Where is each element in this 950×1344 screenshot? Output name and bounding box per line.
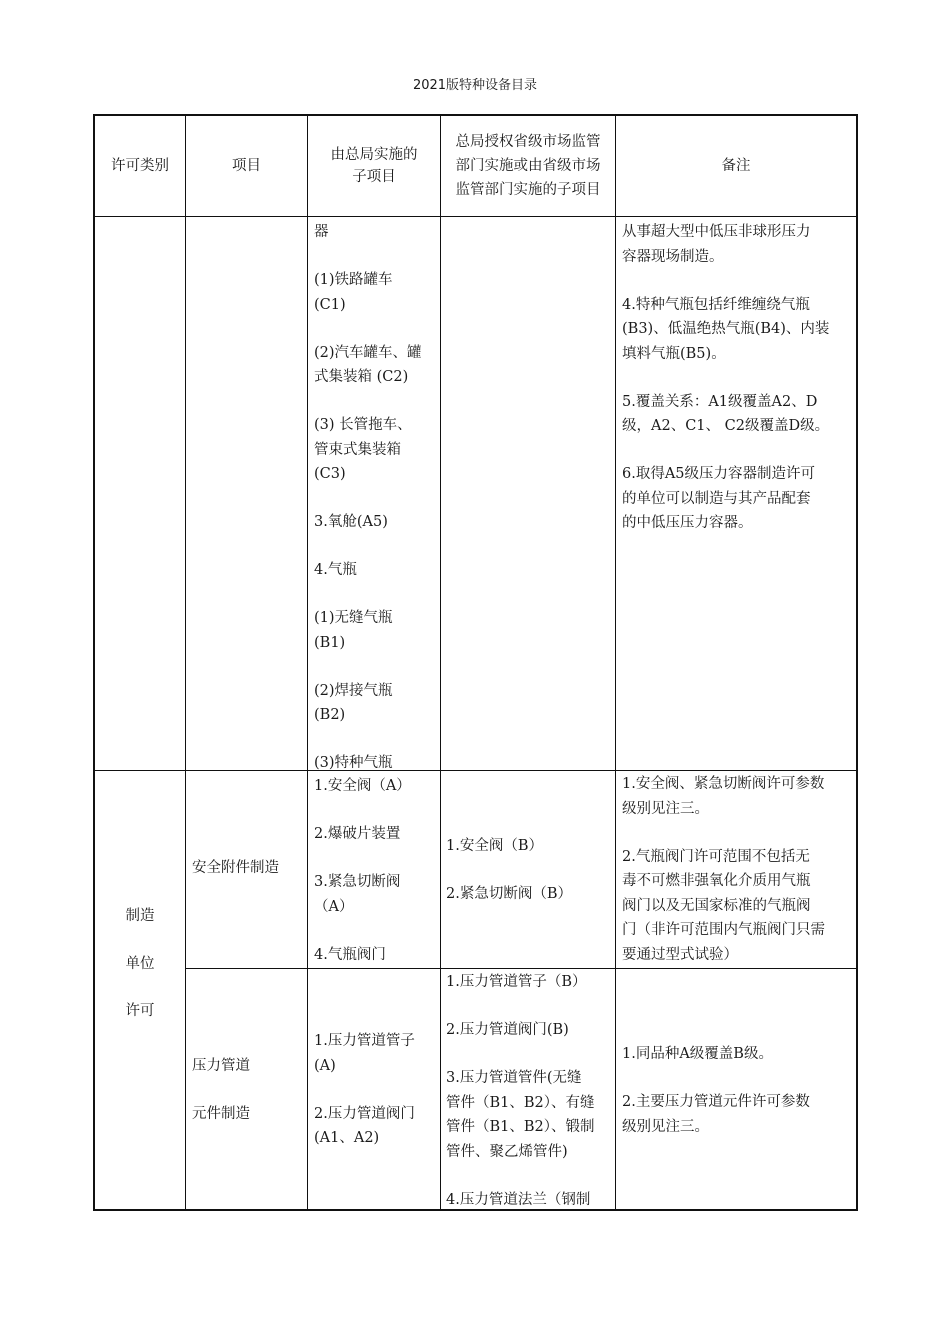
row2-notes-cell (622, 772, 856, 967)
col-divider-1 (185, 114, 186, 1211)
header-hq-sub: 由总局实施的子项目 (330, 147, 418, 185)
list-item: 2.爆破片装置 (314, 826, 401, 842)
row2-hq-sub-cell (314, 774, 439, 967)
header-prov-sub: 总局授权省级市场监管部门实施或由省级市场监管部门实施的子项目 (455, 134, 601, 198)
equipment-catalog-table (93, 114, 858, 1211)
row3-notes-cell (622, 1042, 856, 1139)
list-item: 3.氧舱(A5) (314, 514, 388, 530)
list-item: 1.压力管道管子（B） (446, 974, 587, 990)
row2-item-cell (192, 856, 306, 881)
item-label: 压力管道 (192, 1058, 250, 1074)
note-item: 2.主要压力管道元件许可参数 级别见注三。 (622, 1094, 810, 1135)
row2-prov-sub-cell (446, 834, 614, 907)
list-item: (3) 长管拖车、 管束式集装箱 (C3) (314, 417, 412, 482)
list-item: 1.压力管道管子 (A) (314, 1033, 415, 1074)
document-title: 2021版特种设备目录 (412, 78, 538, 93)
table-border-right (856, 114, 858, 1211)
list-item: 4.压力管道法兰（钢制 (446, 1191, 591, 1208)
col-divider-4 (615, 114, 616, 1211)
header-category: 许可类别 (111, 158, 169, 174)
list-item: 器 (314, 224, 329, 240)
note-item: 5.覆盖关系：A1级覆盖A2、D 级，A2、C1、 C2级覆盖D级。 (622, 393, 830, 434)
row1-notes-cell (622, 220, 854, 536)
note-item: 4.特种气瓶包括纤维缠绕气瓶 (B3)、低温绝热气瓶(B4)、内装 填料气瓶(B5)。 (622, 296, 830, 362)
list-item: 3.压力管道管件(无缝 管件（B1、B2）、有缝 管件（B1、B2）、锻制 管件、聚乙烯管件) (446, 1070, 595, 1160)
note-item: 从事超大型中低压非球形压力 容器现场制造。 (622, 224, 811, 265)
list-item: 2.压力管道阀门(B) (446, 1022, 569, 1038)
list-item: (1)无缝气瓶 (B1) (314, 610, 393, 651)
list-item: 2.紧急切断阀（B） (446, 886, 572, 902)
list-item: 1.安全阀（B） (446, 838, 543, 854)
table-border-left (93, 114, 95, 1211)
row1-hq-sub-cell (314, 220, 439, 776)
note-item: 1.安全阀、紧急切断阀许可参数 级别见注三。 (622, 776, 825, 817)
list-item: 4.气瓶 (314, 562, 357, 578)
note-item: 6.取得A5级压力容器制造许可 的单位可以制造与其产品配套 的中低压压力容器。 (622, 466, 816, 531)
header-item: 项目 (232, 158, 261, 174)
list-item: 2.压力管道阀门 (A1、A2) (314, 1105, 415, 1146)
header-divider (93, 216, 858, 217)
list-item: 3.紧急切断阀 （A） (314, 874, 401, 915)
list-item: (3)特种气瓶 (314, 755, 393, 771)
item-label: 元件制造 (192, 1106, 250, 1122)
list-item: (2)焊接气瓶 (B2) (314, 682, 393, 723)
list-item: (2)汽车罐车、罐 式集装箱 (C2) (314, 344, 422, 385)
note-item: 1.同品种A级覆盖B级。 (622, 1046, 773, 1062)
category-manufacturing-license: 制造 单位 许可 (125, 908, 155, 1019)
list-item: (1)铁路罐车 (C1) (314, 272, 393, 313)
row-divider-2 (185, 968, 858, 969)
col-divider-3 (440, 114, 441, 1211)
list-item: 1.安全阀（A） (314, 778, 411, 794)
row3-prov-sub-cell (446, 970, 614, 1212)
row3-item-cell (192, 1054, 306, 1127)
note-item: 2.气瓶阀门许可范围不包括无 毒不可燃非强氧化介质用气瓶 阀门以及无国家标准的气瓶阀 门（非许可范围内气瓶阀门只需 要通过型式试验） (622, 848, 825, 963)
list-item: 4.气瓶阀门 (314, 946, 386, 963)
header-notes: 备注 (721, 158, 751, 174)
item-label: 安全附件制造 (192, 860, 279, 876)
row-divider-1 (93, 770, 858, 771)
col-divider-2 (307, 114, 308, 1211)
row3-hq-sub-cell (314, 1029, 439, 1151)
